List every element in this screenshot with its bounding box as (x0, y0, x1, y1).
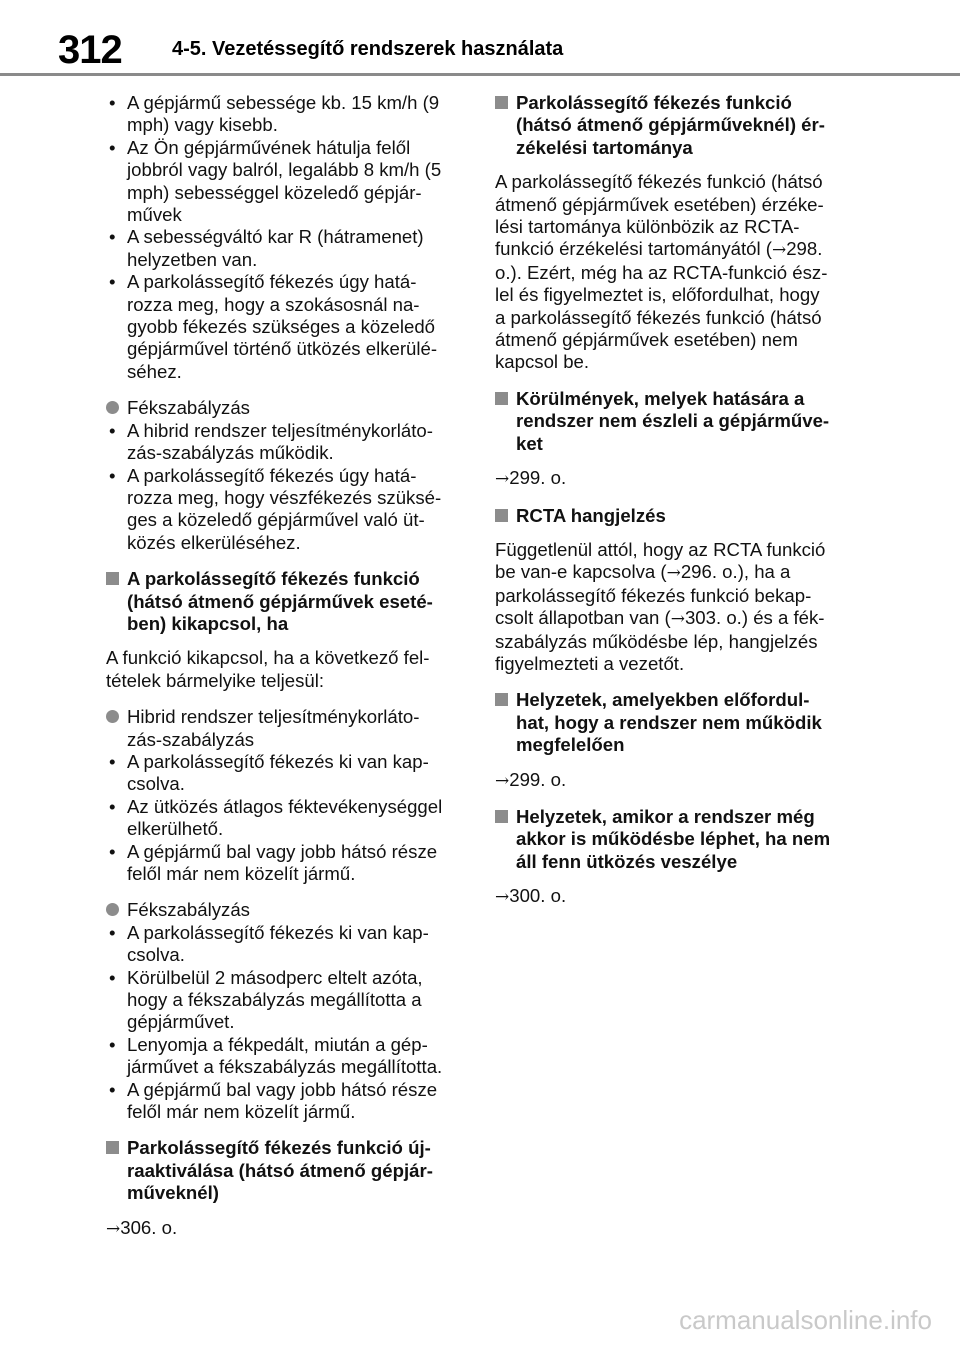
bullet-icon: • (109, 464, 116, 486)
circle-heading: Hibrid rendszer teljesítménykorláto- zás-szabályzás (106, 706, 466, 751)
page-reference[interactable]: →306. o. (106, 1216, 178, 1239)
square-bullet-icon (495, 810, 508, 823)
arrow-icon: → (666, 563, 681, 584)
page-reference[interactable]: →299. o. (495, 768, 567, 791)
bullet-icon: • (109, 921, 116, 943)
bullet-list-b (106, 420, 466, 554)
page-reference[interactable]: 303. o.) és a fék- (684, 607, 825, 629)
arrow-icon: → (670, 609, 685, 630)
bullet-icon: • (109, 750, 116, 772)
page-header (0, 0, 960, 80)
list-item: • Az ütközés átlagos féktevékenységgel elkerülhető. (109, 795, 443, 840)
list-item: • Lenyomja a fékpedált, miután a gép- járművet a fékszabályzás megállította. (109, 1033, 443, 1078)
page-reference[interactable]: →300. o. (495, 885, 567, 908)
bullet-list-a (106, 92, 466, 383)
page-reference[interactable]: 298. (786, 238, 823, 260)
page-number: 312 (58, 28, 122, 72)
circle-heading: Fékszabályzás (106, 397, 466, 419)
list-item: • A hibrid rendszer teljesítménykorláto- zás-szabályzás működik. (109, 419, 433, 464)
square-bullet-icon (495, 693, 508, 706)
paragraph: Függetlenül attól, hogy az RCTA funkció be van-e kapcsolva (→296. o.), ha a parkolássegítő fékezés funkció bekap- csolt állapotban van (→303. o.) és a fék- szabályzás működésbe lép, hangjelzés figyelmezteti a vezetőt. (495, 538, 826, 674)
arrow-icon: → (495, 887, 510, 908)
bullet-icon: • (109, 795, 116, 817)
header-rule (0, 73, 960, 76)
arrow-icon: → (495, 469, 510, 490)
right-column (495, 92, 860, 909)
square-bullet-icon (106, 1141, 119, 1154)
square-bullet-icon (495, 392, 508, 405)
bullet-icon: • (109, 226, 116, 248)
list-item: • A parkolássegítő fékezés ki van kap- csolva. (109, 921, 429, 966)
bullet-icon: • (109, 966, 116, 988)
arrow-icon: → (771, 240, 787, 261)
bullet-icon: • (109, 92, 116, 113)
arrow-icon: → (106, 1218, 121, 1239)
list-item: • A sebességváltó kar R (hátramenet) helyzetben van. (109, 226, 424, 270)
square-bullet-icon (495, 509, 508, 522)
list-item: • A gépjármű bal vagy jobb hátsó része felől már nem közelít jármű. (109, 840, 438, 884)
circle-bullet-icon (106, 401, 119, 414)
bullet-icon: • (109, 1033, 116, 1055)
left-column (106, 92, 466, 1240)
page-reference[interactable]: →299. o. (495, 467, 567, 490)
bullet-icon: • (109, 271, 116, 293)
list-item: • A gépjármű sebessége kb. 15 km/h (9 mph) vagy kisebb. (109, 92, 440, 136)
bullet-icon: • (109, 136, 116, 158)
section-heading: RCTA hangjelzés (495, 505, 860, 527)
section-heading: Parkolássegítő fékezés funkció új- raaktiválása (hátsó átmenő gépjár- műveknél) (106, 1137, 466, 1204)
watermark: carmanualsonline.info (679, 1305, 932, 1335)
section-heading: Helyzetek, amikor a rendszer még akkor is működésbe léphet, ha nem áll fenn ütközés veszélye (495, 806, 860, 873)
page-reference[interactable]: 296. o.), ha a (680, 561, 791, 583)
circle-bullet-icon (106, 710, 119, 723)
circle-bullet-icon (106, 903, 119, 916)
square-bullet-icon (495, 96, 508, 109)
square-bullet-icon (106, 572, 119, 585)
bullet-list-d (106, 922, 466, 1124)
list-item: • A gépjármű bal vagy jobb hátsó része felől már nem közelít jármű. (109, 1078, 438, 1123)
list-item: • A parkolássegítő fékezés úgy hatá- rozza meg, hogy vészfékezés szüksé- ges a közeledő gépjárművel való üt- közés elkerüléséhez. (109, 464, 442, 553)
arrow-icon: → (495, 770, 510, 791)
list-item: • Az Ön gépjárművének hátulja felől jobbról vagy balról, legalább 8 km/h (5 mph) sebességgel közeledő gépjár- művek (109, 136, 442, 226)
paragraph: A funkció kikapcsol, ha a következő fel- tételek bármelyike teljesül: (106, 647, 430, 691)
section-heading: A parkolássegítő fékezés funkció (hátsó átmenő gépjárművek eseté- ben) kikapcsol, ha (106, 568, 466, 635)
bullet-icon: • (109, 840, 116, 862)
section-heading: Helyzetek, amelyekben előfordul- hat, hogy a rendszer nem működik megfelelően (495, 689, 860, 756)
circle-heading: Fékszabályzás (106, 899, 466, 921)
section-heading: Körülmények, melyek hatására a rendszer nem észleli a gépjárműve- ket (495, 388, 860, 455)
section-heading: Parkolássegítő fékezés funkció (hátsó átmenő gépjárműveknél) ér- zékelési tartománya (495, 92, 860, 159)
list-item: • A parkolássegítő fékezés úgy hatá- rozza meg, hogy a szokásosnál na- gyobb fékezés szükséges a közeledő gépjárművel történő ütközés elkerülé- séhez. (109, 271, 438, 382)
list-item: • Körülbelül 2 másodperc eltelt azóta, hogy a fékszabályzás megállította a gépjárművet. (109, 966, 423, 1033)
paragraph: A parkolássegítő fékezés funkció (hátsó átmenő gépjárművek esetében) érzéke- lési tartománya különbözik az RCTA- funkció érzékelési tartományától (→298. o.). Ezért, még ha az RCTA-funkció ész- lel és figyelmeztet is, előfordulhat, hogy a parkolássegítő fékezés funkció (hátsó átmenő gépjárművek esetében) nem kapcsol be. (495, 171, 828, 373)
section-title: 4-5. Vezetéssegítő rendszerek használata (172, 38, 564, 60)
list-item: • A parkolássegítő fékezés ki van kap- csolva. (109, 750, 429, 795)
bullet-icon: • (109, 419, 116, 441)
bullet-icon: • (109, 1078, 116, 1100)
bullet-list-c (106, 751, 466, 885)
